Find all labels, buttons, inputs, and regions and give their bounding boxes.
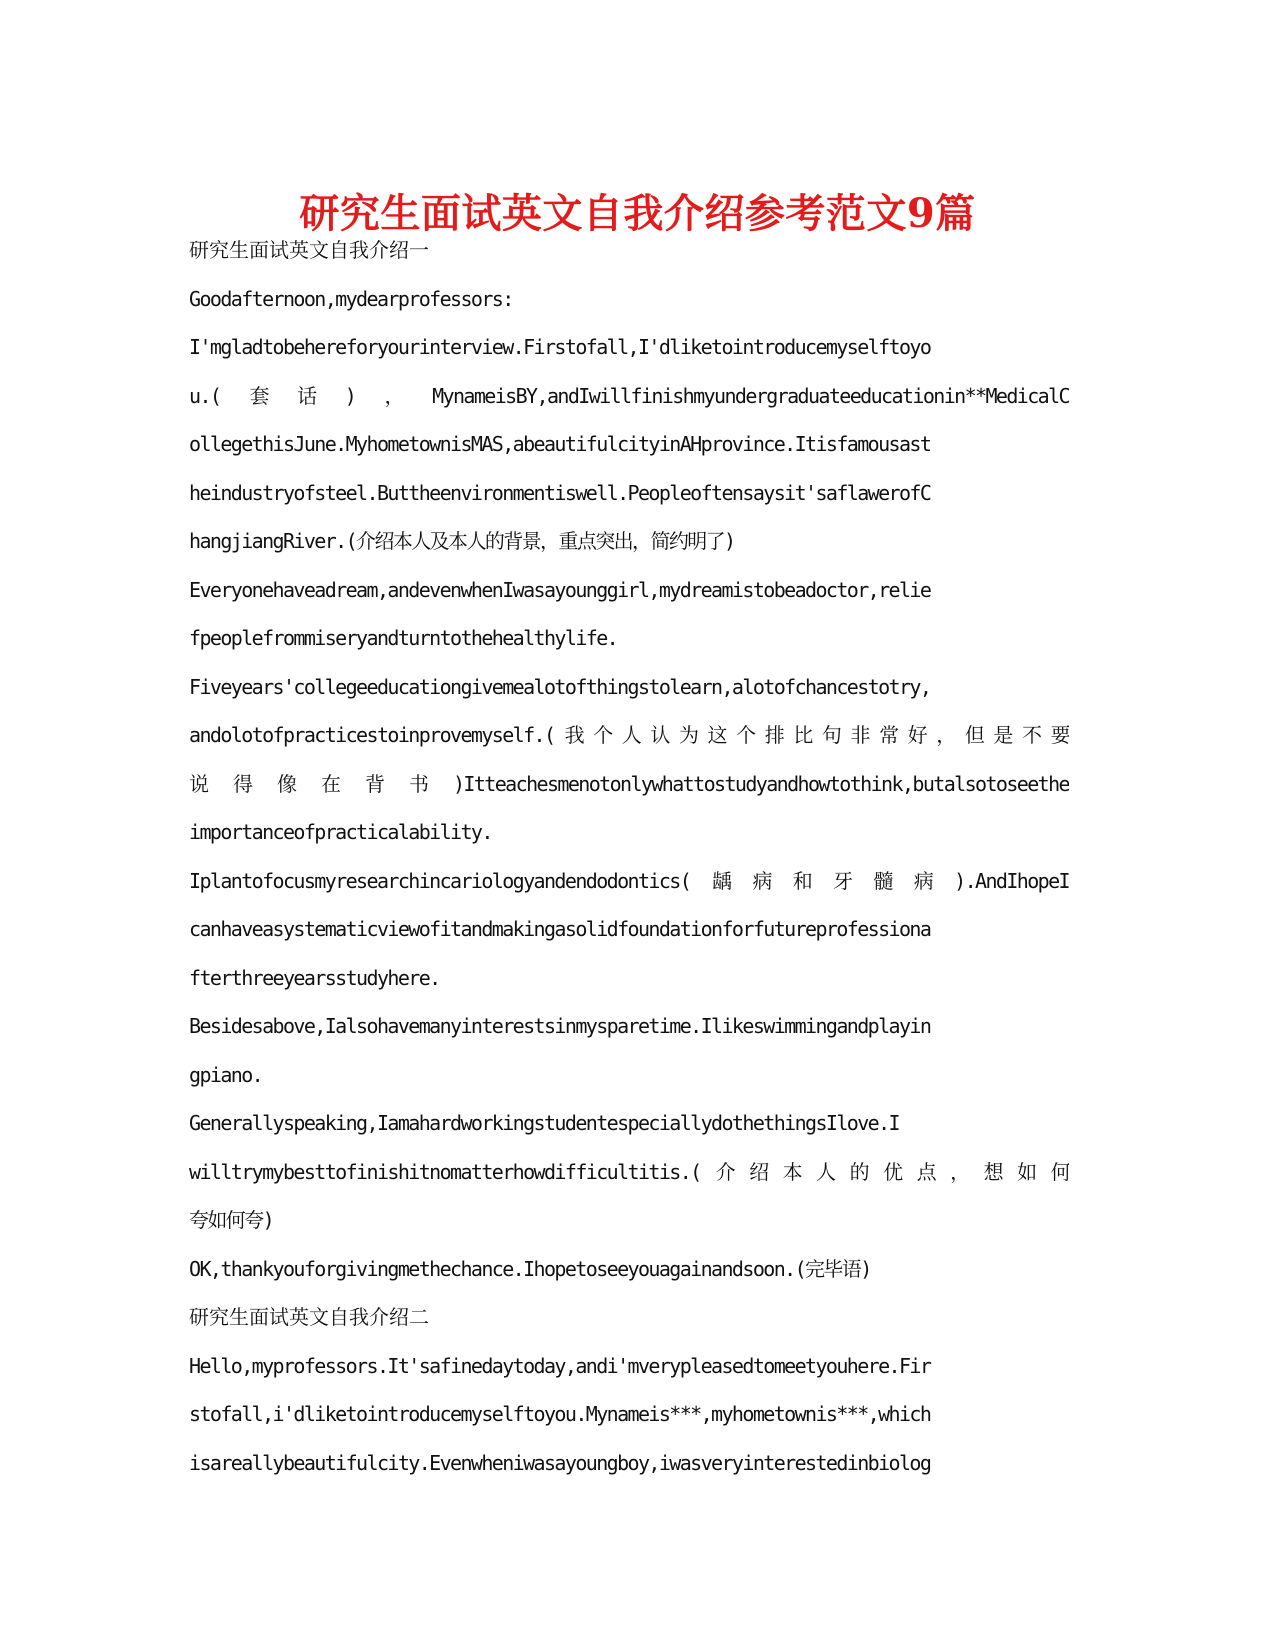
paragraph-line: Besidesabove,Ialsohavemanyinterestsinmysparetime.Ilikeswimmingandplayin [189, 1014, 931, 1038]
paragraph-line: fterthreeyearsstudyhere. [189, 965, 440, 990]
paragraph-line: heindustryofsteel.Buttheenvironmentiswell.Peopleoftensaysit'saflawerofC [189, 480, 931, 505]
greeting-line: Goodafternoon,mydearprofessors: [189, 286, 513, 311]
paragraph-line: hangjiangRiver.(介绍本人及本人的背景，重点突出，简约明了) [189, 529, 735, 553]
paragraph-line: Fiveyears'collegeeducationgivemealotofthingstolearn,alotofchancestotry, [189, 674, 931, 699]
paragraph-line: Iplantofocusmyresearchincariologyandendodontics(龋病和牙髓病).AndIhopeI [189, 868, 1069, 893]
paragraph-line: Generallyspeaking,IamahardworkingstudentespeciallydothethingsIlove.I [189, 1111, 899, 1135]
paragraph-line: gpiano. [189, 1062, 263, 1087]
section-heading-2: 研究生面试英文自我介绍二 [189, 1305, 429, 1329]
paragraph-line: isareallybeautifulcity.Evenwheniwasayoungboy,iwasveryinterestedinbiolog [189, 1450, 931, 1475]
paragraph-line: Everyonehaveadream,andevenwhenIwasayounggirl,mydreamistobeadoctor,relie [189, 577, 931, 602]
paragraph-line: Hello,myprofessors.It'safinedaytoday,andi'mverypleasedtomeetyouhere.Fir [189, 1353, 931, 1378]
paragraph-line: OK,thankyouforgivingmethechance.Ihopetoseeyouagainandsoon.(完毕语) [189, 1256, 871, 1281]
paragraph-line: 夸如何夸) [189, 1208, 274, 1232]
paragraph-line: willtrymybesttofinishitnomatterhowdifficultitis.(介绍本人的优点，想如何 [189, 1159, 1069, 1184]
paragraph-line: importanceofpracticalability. [189, 820, 492, 844]
paragraph-line: andolotofpracticestoinprovemyself.(我个人认为这个排比句非常好，但是不要 [189, 723, 1069, 747]
document-title: 研究生面试英文自我介绍参考范文9篇 [299, 189, 976, 237]
document-body [189, 226, 1069, 1487]
paragraph-line: u.(套话)，MynameisBY,andIwillfinishmyundergraduateeducationin**MedicalC [189, 383, 1069, 408]
paragraph-line: ollegethisJune.MyhometownisMAS,abeautifulcityinAHprovince.Itisfamousast [189, 432, 931, 456]
paragraph-line: 说得像在背书)Itteachesmenotonlywhattostudyandhowtothink,butalsotoseethe [189, 771, 1069, 796]
paragraph-line: fpeoplefrommiseryandturntothehealthylife. [189, 626, 618, 650]
paragraph-line: stofall,i'dliketointroducemyselftoyou.Mynameis***,myhometownis***,which [189, 1402, 931, 1426]
paragraph-line: canhaveasystematicviewofitandmakingasolidfoundationforfutureprofessiona [189, 917, 931, 941]
paragraph-line: I'mgladtobehereforyourinterview.Firstofall,I'dliketointroducemyselftoyo [189, 335, 931, 359]
section-heading-1: 研究生面试英文自我介绍一 [189, 238, 429, 262]
